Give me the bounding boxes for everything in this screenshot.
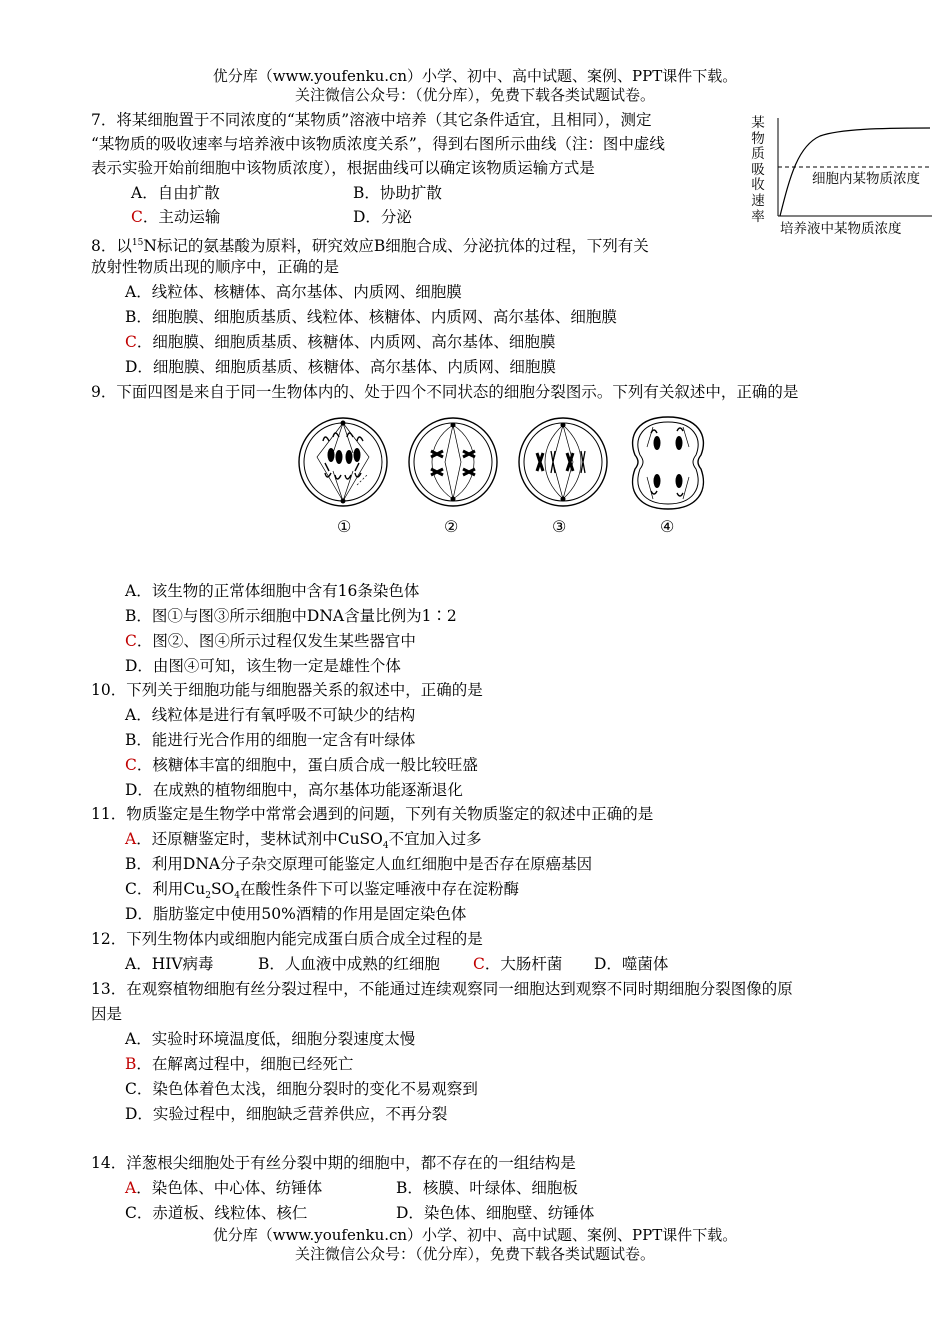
- cell-4-label: ④: [660, 517, 675, 536]
- q14-option-a: A．染色体、中心体、纺锤体: [125, 1179, 323, 1197]
- q10-option-b: B．能进行光合作用的细胞一定含有叶绿体: [125, 731, 416, 749]
- q11-option-c: C．利用$Cu_2SO_4$在酸性条件下可以鉴定唾液中存在淀粉酶: [125, 880, 520, 902]
- q9-option-d: D．由图④可知，该生物一定是雄性个体: [125, 657, 401, 675]
- cell-2-label: ②: [444, 517, 459, 536]
- q9-option-b: B．图①与图③所示细胞中DNA含量比例为1∶2: [125, 607, 457, 625]
- q13-option-a: A．实验时环境温度低，细胞分裂速度太慢: [125, 1030, 416, 1048]
- cell-1-label: ①: [337, 517, 352, 536]
- cell-2-figure: [409, 418, 497, 506]
- q7-option-c: C．主动运输: [131, 208, 221, 226]
- header-line-2: 关注微信公众号：（优分库），免费下载各类试题试卷。: [294, 86, 655, 104]
- q8-stem-line-1: 8．以$^{15}$N标记的氨基酸为原料，研究效应B细胞合成、分泌抗体的过程，下列有关: [91, 237, 649, 256]
- q8-option-b: B．细胞膜、细胞质基质、线粒体、核糖体、内质网、高尔基体、细胞膜: [125, 308, 617, 326]
- q13-stem-line-1: 13．在观察植物细胞有丝分裂过程中，不能通过连续观察同一细胞达到观察不同时期细胞分裂图像的原: [91, 980, 793, 998]
- q14-option-c: C．赤道板、线粒体、核仁: [125, 1204, 308, 1222]
- q7-stem-line-3: 表示实验开始前细胞中该物质浓度），根据曲线可以确定该物质运输方式是: [91, 159, 595, 177]
- cell-1-figure: [299, 418, 387, 506]
- q8-option-a: A．线粒体、核糖体、高尔基体、内质网、细胞膜: [125, 283, 462, 301]
- q12-option-c: C．大肠杆菌: [473, 955, 563, 973]
- q8-option-d: D．细胞膜、细胞质基质、核糖体、高尔基体、内质网、细胞膜: [125, 358, 556, 376]
- footer-line-1: 优分库（www.youfenku.cn）小学、初中、高中试题、案例、PPT课件下载。: [212, 1226, 738, 1244]
- graph-y-label-char: 吸: [751, 161, 765, 178]
- cell-3-figure: [519, 418, 607, 506]
- q8-option-c: C．细胞膜、细胞质基质、核糖体、内质网、高尔基体、细胞膜: [125, 333, 556, 351]
- q11-stem: 11．物质鉴定是生物学中常常会遇到的问题，下列有关物质鉴定的叙述中正确的是: [91, 805, 654, 823]
- q11-option-b: B．利用DNA分子杂交原理可能鉴定人血红细胞中是否存在原癌基因: [125, 855, 593, 873]
- q7-option-b: B．协助扩散: [353, 184, 442, 202]
- answer-marker: C: [125, 333, 137, 351]
- q14-option-b: B．核膜、叶绿体、细胞板: [396, 1179, 578, 1197]
- graph-y-label-char: 某: [751, 115, 765, 131]
- q7-stem-line-1: 7．将某细胞置于不同浓度的“某物质”溶液中培养（其它条件适宜，且相同），测定: [91, 111, 652, 129]
- q13-option-c: C．染色体着色太浅，细胞分裂时的变化不易观察到: [125, 1080, 478, 1098]
- q11-option-d: D．脂肪鉴定中使用50%酒精的作用是固定染色体: [125, 905, 467, 923]
- answer-marker: A: [125, 830, 137, 848]
- answer-marker: C: [125, 632, 137, 650]
- footer-line-2: 关注微信公众号：（优分库），免费下载各类试题试卷。: [294, 1245, 655, 1263]
- answer-marker: C: [131, 208, 143, 226]
- graph-y-label-char: 物: [751, 130, 765, 147]
- graph-dashed-label: 细胞内某物质浓度: [812, 171, 920, 187]
- graph-y-label-char: 速: [751, 192, 765, 209]
- q11-option-a: A．还原糖鉴定时，斐林试剂中CuSO$_4$不宜加入过多: [125, 830, 482, 852]
- answer-marker: C: [125, 756, 137, 774]
- q13-option-d: D．实验过程中，细胞缺乏营养供应，不再分裂: [125, 1105, 448, 1123]
- q12-option-b: B．人血液中成熟的红细胞: [258, 955, 440, 973]
- cell-3-label: ③: [552, 517, 567, 536]
- q9-option-c: C．图②、图④所示过程仅发生某些器官中: [125, 632, 416, 650]
- q9-stem-line-1: 9．下面四图是来自于同一生物体内的、处于四个不同状态的细胞分裂图示。下列有关叙述中，正确的是: [91, 383, 799, 401]
- q9-option-a: A．该生物的正常体细胞中含有16条染色体: [125, 582, 420, 600]
- q8-stem-line-2: 放射性物质出现的顺序中，正确的是: [91, 258, 340, 276]
- answer-marker: A: [125, 1179, 137, 1197]
- q7-stem-line-2: “某物质的吸收速率与培养液中该物质浓度关系”，得到右图所示曲线（注：图中虚线: [91, 135, 665, 153]
- q12-option-a: A．HIV病毒: [125, 955, 214, 973]
- q10-option-a: A．线粒体是进行有氧呼吸不可缺少的结构: [125, 706, 416, 724]
- q12-option-d: D．噬菌体: [594, 955, 669, 973]
- q10-option-c: C．核糖体丰富的细胞中，蛋白质合成一般比较旺盛: [125, 756, 478, 774]
- q10-option-d: D．在成熟的植物细胞中，高尔基体功能逐渐退化: [125, 781, 463, 799]
- header-line-1: 优分库（www.youfenku.cn）小学、初中、高中试题、案例、PPT课件下载。: [212, 67, 738, 85]
- q14-option-d: D．染色体、细胞壁、纺锤体: [396, 1204, 595, 1222]
- q7-option-a: A．自由扩散: [131, 184, 220, 202]
- graph-y-label-char: 率: [751, 208, 765, 225]
- q7-absorption-graph: [750, 112, 935, 240]
- answer-marker: C: [473, 955, 485, 973]
- q14-stem: 14．洋葱根尖细胞处于有丝分裂中期的细胞中，都不存在的一组结构是: [91, 1154, 576, 1172]
- graph-y-label-char: 质: [751, 146, 765, 163]
- q12-stem: 12．下列生物体内或细胞内能完成蛋白质合成全过程的是: [91, 930, 483, 948]
- answer-marker: B: [125, 1055, 137, 1073]
- graph-x-label: 培养液中某物质浓度: [780, 221, 902, 237]
- graph-y-label-char: 收: [751, 177, 765, 194]
- q7-option-d: D．分泌: [353, 208, 412, 226]
- cell-4-figure: [633, 417, 704, 509]
- q10-stem: 10．下列关于细胞功能与细胞器关系的叙述中，正确的是: [91, 681, 483, 699]
- q13-option-b: B．在解离过程中，细胞已经死亡: [125, 1055, 354, 1073]
- q13-stem-line-2: 因是: [91, 1005, 123, 1023]
